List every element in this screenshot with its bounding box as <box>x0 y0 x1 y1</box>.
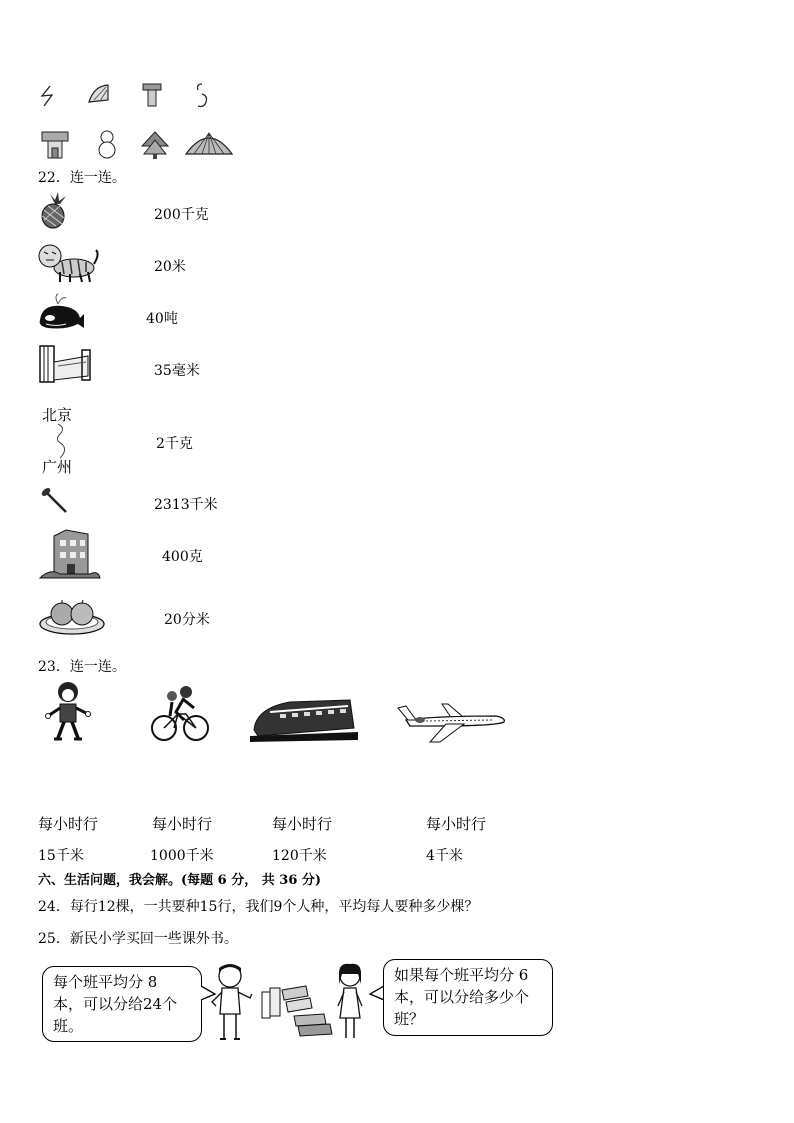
snowman-shape-icon <box>96 128 118 160</box>
route-line-icon <box>52 424 72 458</box>
q23-speed-4: 4千米 <box>426 848 463 864</box>
nail-icon <box>40 486 70 516</box>
speech-bubble-left <box>42 966 202 1042</box>
q25-text: 25．新民小学买回一些课外书。 <box>38 931 238 947</box>
boy-icon <box>206 962 256 1042</box>
tiger-icon <box>36 240 100 284</box>
bed-icon <box>38 342 92 386</box>
q22-label-3: 40吨 <box>146 311 178 327</box>
bubble-right-line-2: 本，可以分给多少个 <box>394 988 530 1006</box>
q22-label-2: 20米 <box>154 259 186 275</box>
airplane-icon <box>396 700 508 744</box>
q22-label-4: 35毫米 <box>154 363 200 379</box>
umbrella-shape-icon <box>184 130 234 158</box>
q23-speed-1: 15千米 <box>38 848 84 864</box>
q23-prefix-1: 每小时行 <box>38 815 99 833</box>
bubble-left-line-3: 班。 <box>53 1017 84 1035</box>
q22-label-7: 400克 <box>162 549 203 565</box>
q24-text: 24．每行12棵，一共要种15行，我们9个人种，平均每人要种多少棵？ <box>38 899 479 915</box>
q22-title: 22．连一连。 <box>38 170 126 186</box>
q23-prefix-2: 每小时行 <box>152 815 213 833</box>
walking-child-icon <box>44 680 92 742</box>
bubble-left-line-1: 每个班平均分 8 <box>53 973 158 991</box>
map-label-beijing: 北京 <box>42 406 73 424</box>
map-label-guangzhou: 广州 <box>42 458 73 476</box>
building-icon <box>40 528 100 580</box>
speech-bubble-right <box>383 959 553 1036</box>
q23-title: 23．连一连。 <box>38 659 126 675</box>
books-stack-icon <box>260 982 336 1038</box>
q22-label-5: 2千克 <box>156 436 193 452</box>
figure-eight-piece-icon <box>194 82 210 110</box>
q22-label-8: 20分米 <box>164 612 210 628</box>
house-shape-icon <box>40 130 70 160</box>
lightning-piece-icon <box>38 84 60 108</box>
bubble-right-line-3: 班？ <box>394 1010 425 1028</box>
q23-speed-3: 120千米 <box>272 848 327 864</box>
fruit-plate-icon <box>38 598 106 636</box>
whale-icon <box>36 294 86 334</box>
train-icon <box>250 696 358 742</box>
umbrella-half-piece-icon <box>86 82 112 106</box>
bubble-left-line-2: 本，可以分给24个 <box>53 995 178 1013</box>
cyclist-icon <box>150 684 210 744</box>
house-top-piece-icon <box>140 82 164 108</box>
section6-heading: 六、生活问题，我会解。(每题 6 分， 共 36 分) <box>38 873 322 888</box>
bubble-right-line-1: 如果每个班平均分 6 <box>394 966 529 984</box>
pineapple-icon <box>38 192 72 230</box>
tree-shape-icon <box>140 130 170 160</box>
q22-label-1: 200千克 <box>154 207 209 223</box>
q22-label-6: 2313千米 <box>154 497 218 513</box>
q23-prefix-4: 每小时行 <box>426 815 487 833</box>
q23-prefix-3: 每小时行 <box>272 815 333 833</box>
girl-icon <box>330 962 370 1042</box>
q23-speed-2: 1000千米 <box>150 848 214 864</box>
